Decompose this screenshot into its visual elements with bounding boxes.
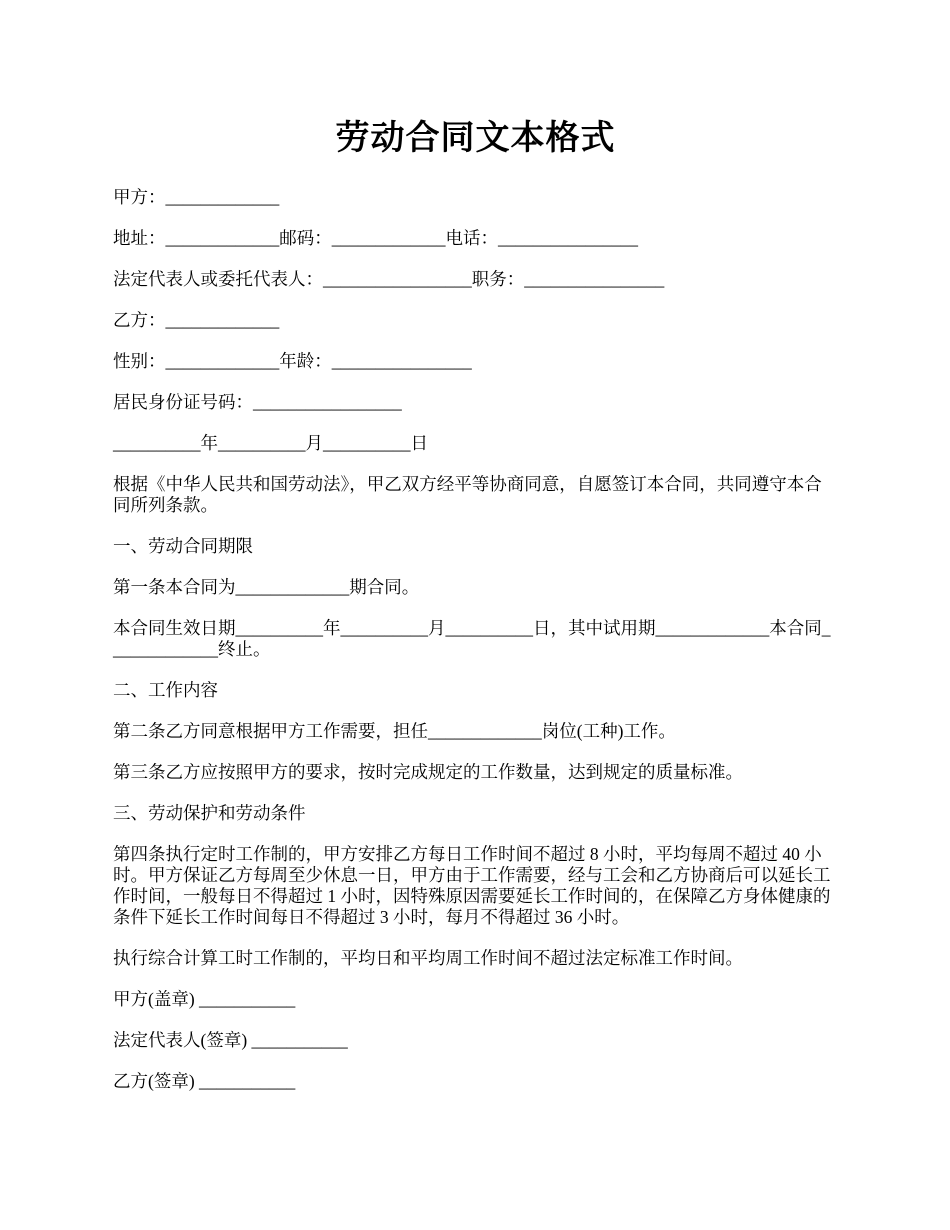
preamble-paragraph: 根据《中华人民共和国劳动法》，甲乙双方经平等协商同意，自愿签订本合同，共同遵守本合同所列条款。 bbox=[113, 474, 822, 515]
legal-representative-signature-line: 法定代表人(签章) ___________ bbox=[113, 1030, 348, 1050]
party-b-signature-line: 乙方(签章) ___________ bbox=[113, 1071, 296, 1091]
party-b-line: 乙方：_____________ bbox=[113, 310, 280, 330]
legal-representative-line: 法定代表人或委托代表人：_________________职务：________________ bbox=[113, 269, 665, 289]
party-a-seal-line: 甲方(盖章) ___________ bbox=[113, 989, 296, 1009]
date-line: __________年__________月__________日 bbox=[113, 433, 428, 453]
party-a-line: 甲方：_____________ bbox=[113, 187, 280, 207]
article-3: 第三条乙方应按照甲方的要求，按时完成规定的工作数量，达到规定的质量标准。 bbox=[113, 762, 743, 782]
article-2: 第二条乙方同意根据甲方工作需要，担任_____________岗位(工种)工作。 bbox=[113, 721, 676, 741]
section-heading-work: 二、工作内容 bbox=[113, 680, 218, 700]
address-line: 地址：_____________邮码：_____________电话：________________ bbox=[113, 228, 638, 248]
id-number-line: 居民身份证号码：_________________ bbox=[113, 392, 402, 412]
comprehensive-hours-paragraph: 执行综合计算工时工作制的，平均日和平均周工作时间不超过法定标准工作时间。 bbox=[113, 948, 743, 968]
section-heading-term: 一、劳动合同期限 bbox=[113, 536, 253, 556]
article-1: 第一条本合同为_____________期合同。 bbox=[113, 577, 420, 597]
effective-date-paragraph: 本合同生效日期__________年__________月__________日，其中试用期_____________本合同_____________终止。 bbox=[113, 618, 831, 659]
section-heading-protection: 三、劳动保护和劳动条件 bbox=[113, 803, 306, 823]
gender-age-line: 性别：_____________年龄：________________ bbox=[113, 351, 472, 371]
article-4: 第四条执行定时工作制的，甲方安排乙方每日工作时间不超过 8 小时，平均每周不超过 40 小时。甲方保证乙方每周至少休息一日，甲方由于工作需要，经与工会和乙方协商后可以延长工作时间，一般每日不得超过 1 小时，因特殊原因需要延长工作时间的，在保障乙方身体健康的条件下延长工作时间每日不得超过 3 小时，每月不得超过 36 小时。 bbox=[113, 844, 831, 927]
document-title: 劳动合同文本格式 bbox=[335, 118, 616, 158]
